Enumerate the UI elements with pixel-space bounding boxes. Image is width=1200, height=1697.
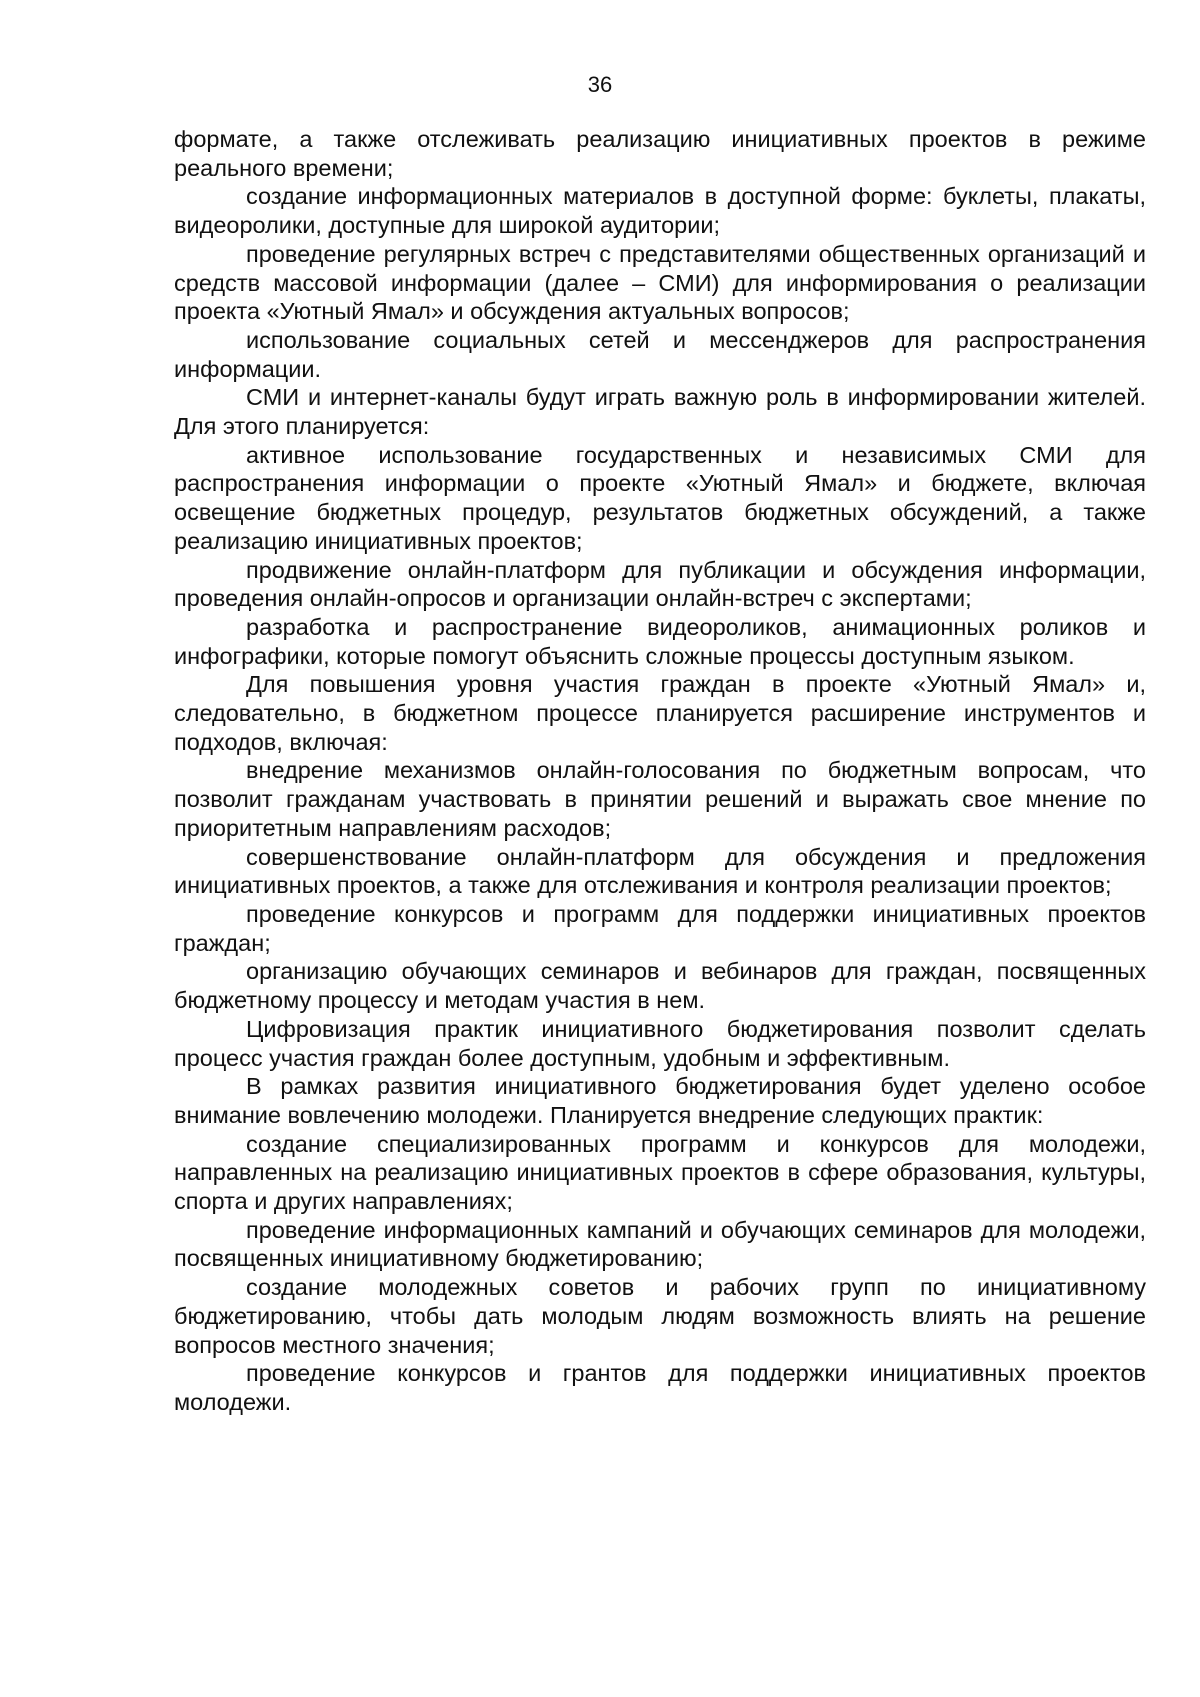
paragraph: продвижение онлайн-платформ для публикации и обсуждения информации, проведения онлайн-опросов и организации онлайн-встреч с экспертами; (174, 556, 1146, 612)
page-number: 36 (587, 72, 613, 97)
paragraph: СМИ и интернет-каналы будут играть важную роль в информировании жителей. Для этого планируется: (174, 384, 1146, 440)
paragraph: внедрение механизмов онлайн-голосования по бюджетным вопросам, что позволит гражданам участвовать в принятии решений и выражать свое мнение по приоритетным направлениям расходов; (174, 757, 1146, 841)
paragraph: проведение конкурсов и грантов для поддержки инициативных проектов молодежи. (174, 1360, 1146, 1415)
paragraph: организацию обучающих семинаров и вебинаров для граждан, посвященных бюджетному процессу и методам участия в нем. (174, 958, 1146, 1014)
paragraph: Для повышения уровня участия граждан в проекте «Уютный Ямал» и, следовательно, в бюджетном процессе планируется расширение инструментов и подходов, включая: (174, 671, 1146, 755)
paragraph: использование социальных сетей и мессенджеров для распространения информации. (174, 326, 1146, 382)
paragraph: проведение конкурсов и программ для поддержки инициативных проектов граждан; (174, 900, 1146, 956)
paragraph: создание специализированных программ и конкурсов для молодежи, направленных на реализацию инициативных проектов в сфере образования, культуры, спорта и других направлениях; (174, 1130, 1146, 1215)
paragraph: активное использование государственных и независимых СМИ для распространения информации о проекте «Уютный Ямал» и бюджете, включая освещение бюджетных процедур, результатов бюджетных обсуждений, а также реализацию инициативных проектов; (174, 441, 1146, 554)
paragraph: создание молодежных советов и рабочих групп по инициативному бюджетированию, чтобы дать молодым людям возможность влиять на решение вопросов местного значения; (174, 1274, 1146, 1358)
paragraph: В рамках развития инициативного бюджетирования будет уделено особое внимание вовлечению молодежи. Планируется внедрение следующих практик: (174, 1073, 1146, 1128)
paragraph: разработка и распространение видеороликов, анимационных роликов и инфографики, которые помогут объяснить сложные процессы доступным языком. (174, 613, 1146, 669)
paragraph: Цифровизация практик инициативного бюджетирования позволит сделать процесс участия граждан более доступным, удобным и эффективным. (174, 1015, 1146, 1071)
paragraph-continuation: формате, а также отслеживать реализацию инициативных проектов в режиме реального времени; (174, 126, 1146, 181)
paragraph: создание информационных материалов в доступной форме: буклеты, плакаты, видеоролики, доступные для широкой аудитории; (174, 183, 1146, 239)
document-body (174, 125, 1146, 1417)
paragraph: совершенствование онлайн-платформ для обсуждения и предложения инициативных проектов, а также для отслеживания и контроля реализации проектов; (174, 843, 1146, 899)
paragraph: проведение информационных кампаний и обучающих семинаров для молодежи, посвященных инициативному бюджетированию; (174, 1216, 1146, 1272)
paragraph: проведение регулярных встреч с представителями общественных организаций и средств массовой информации (далее – СМИ) для информирования о реализации проекта «Уютный Ямал» и обсуждения актуальных вопросов; (174, 240, 1146, 325)
